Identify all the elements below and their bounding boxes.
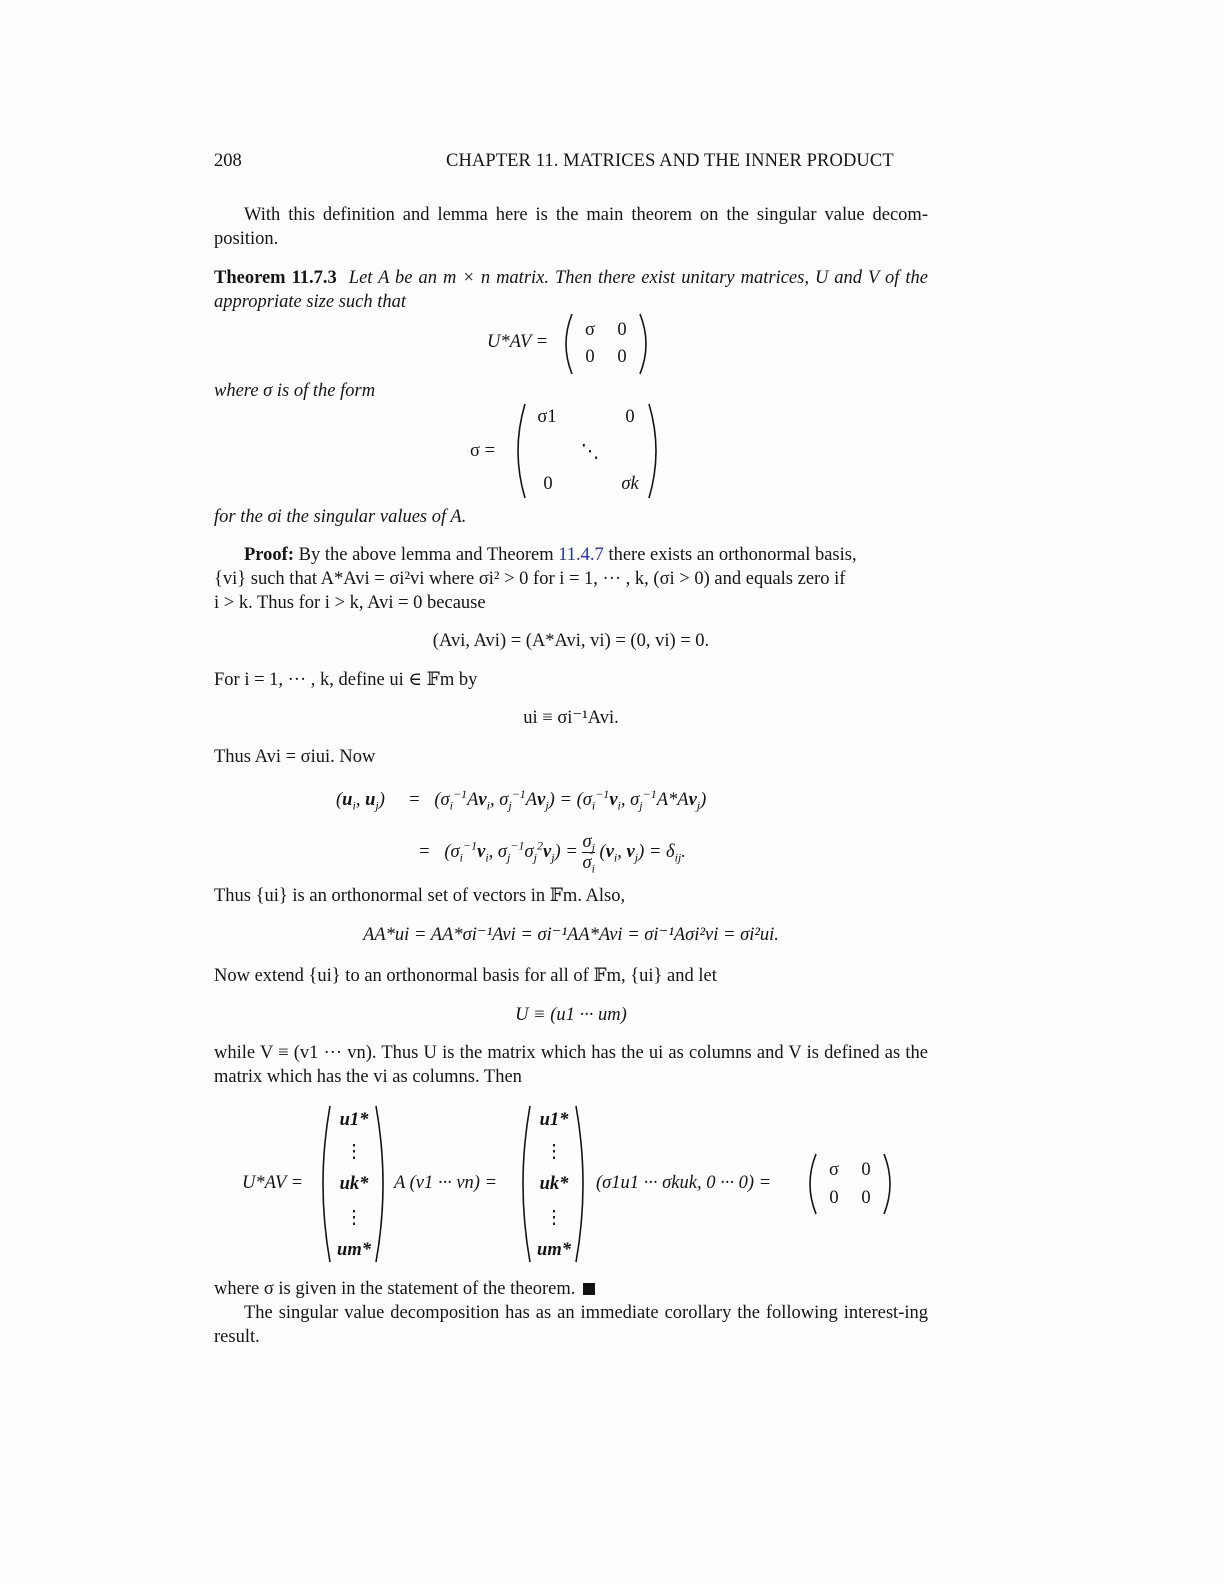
eq1-m12: 0: [617, 320, 627, 340]
eq8-col1-uk: uk*: [339, 1174, 369, 1194]
eq4: ui ≡ σi⁻¹Avi.: [523, 708, 619, 728]
proof-line3: i > k. Thus for i > k, Avi = 0 because: [214, 593, 486, 613]
proof-line4: For i = 1, ··· , k, define ui ∈ 𝔽m by: [214, 670, 478, 690]
eq8-r21: 0: [829, 1188, 839, 1208]
qed-square-icon: [583, 1283, 595, 1295]
eq2-sigma1: σ1: [537, 407, 557, 427]
eq2-top-zero: 0: [625, 407, 635, 427]
eq7: U ≡ (u1 ··· um): [515, 1005, 627, 1025]
eq2-bottom-zero: 0: [543, 474, 553, 494]
proof-closing: [214, 1277, 928, 1301]
eq1-m22: 0: [617, 347, 627, 367]
intro-paragraph: With this definition and lemma here is the main theorem on the singular value decom-position.: [214, 205, 928, 249]
eq1-lhs: U*AV =: [487, 332, 549, 352]
theorem-statement: [214, 266, 928, 314]
eq8-col2-vdots2: ⋮: [544, 1208, 564, 1228]
eq8-col1-um: um*: [337, 1240, 371, 1260]
eq2-ddots: ⋱: [580, 442, 600, 462]
proof-label: Proof:: [244, 545, 294, 565]
eq2-lhs: σ =: [470, 441, 496, 461]
eq5-row2: = ($\sigma_i^{-1}v_i$, $\sigma_j^{-1}\sigma_j^2v_j) = \sigma_j$ $\sigma_i$ ($v_i$, $v_j) = \delta_{ij}$.: [418, 832, 686, 876]
running-head: CHAPTER 11. MATRICES AND THE INNER PRODUCT: [446, 151, 894, 171]
eq8-result-brackets: [804, 1152, 900, 1216]
proof-line2: {vi} such that A*Avi = σi²vi where σi² > 0 for i = 1, ··· , k, (σi > 0) and equals zero if: [214, 569, 846, 589]
proof-line8: while V ≡ (v1 ··· vn). Thus U is the matrix which has the ui as columns and V is defined as the matrix which has the vi as columns. Then: [214, 1043, 928, 1087]
eq8-col1-u1: u1*: [339, 1110, 369, 1130]
eq8-tail: (σ1u1 ··· σkuk, 0 ··· 0) =: [596, 1173, 772, 1193]
page-number: 208: [214, 151, 242, 171]
eq5-row1: ($u_i$, $u_j$) = ($\sigma_i^{-1}Av_i$, $\sigma_j^{-1}Av_j) = (\sigma_i^{-1}v_i$, $\sigma_j^{-1}A*Av_j$): [336, 786, 707, 813]
proof-line6: Thus {ui} is an orthonormal set of vectors in 𝔽m. Also,: [214, 886, 626, 906]
eq1-m21: 0: [585, 347, 595, 367]
outro-paragraph: The singular value decomposition has as an immediate corollary the following interest-ing result.: [214, 1303, 928, 1347]
where-text: where σ is of the form: [214, 381, 376, 401]
proof-line1-pre: By the above lemma and Theorem: [298, 545, 554, 565]
eq8-col2-um: um*: [537, 1240, 571, 1260]
proof-line1: [214, 543, 928, 567]
theorem-ref-link[interactable]: 11.4.7: [558, 545, 604, 565]
for-text: for the σi the singular values of A.: [214, 507, 467, 527]
eq8-col2-uk: uk*: [539, 1174, 569, 1194]
proof-closing-text: where σ is given in the statement of the theorem.: [214, 1279, 576, 1299]
theorem-text: Let A be an m × n matrix. Then there exist unitary matrices, U and V of the appropriate size such that: [214, 268, 928, 312]
eq2-sigmak: σk: [621, 474, 639, 494]
proof-line1-post: there exists an orthonormal basis,: [608, 545, 857, 565]
eq8-col2-vdots1: ⋮: [544, 1142, 564, 1162]
eq8-col1-vdots2: ⋮: [344, 1208, 364, 1228]
eq8-r11: σ: [829, 1160, 839, 1180]
eq1-brackets: [560, 312, 660, 376]
eq8-lhs: U*AV =: [242, 1173, 304, 1193]
eq6: AA*ui = AA*σi⁻¹Avi = σi⁻¹AA*Avi = σi⁻¹Aσi²vi = σi²ui.: [363, 925, 779, 945]
eq8-col1-vdots1: ⋮: [344, 1142, 364, 1162]
eq8-mid: A (v1 ··· vn) =: [394, 1173, 498, 1193]
eq8-col2-u1: u1*: [539, 1110, 569, 1130]
eq1-m11: σ: [585, 320, 595, 340]
eq3: (Avi, Avi) = (A*Avi, vi) = (0, vi) = 0.: [432, 631, 710, 651]
eq8-r22: 0: [861, 1188, 871, 1208]
theorem-label: Theorem 11.7.3: [214, 268, 337, 288]
eq8-r12: 0: [861, 1160, 871, 1180]
proof-line5: Thus Avi = σiui. Now: [214, 747, 376, 767]
proof-line7: Now extend {ui} to an orthonormal basis for all of 𝔽m, {ui} and let: [214, 966, 717, 986]
